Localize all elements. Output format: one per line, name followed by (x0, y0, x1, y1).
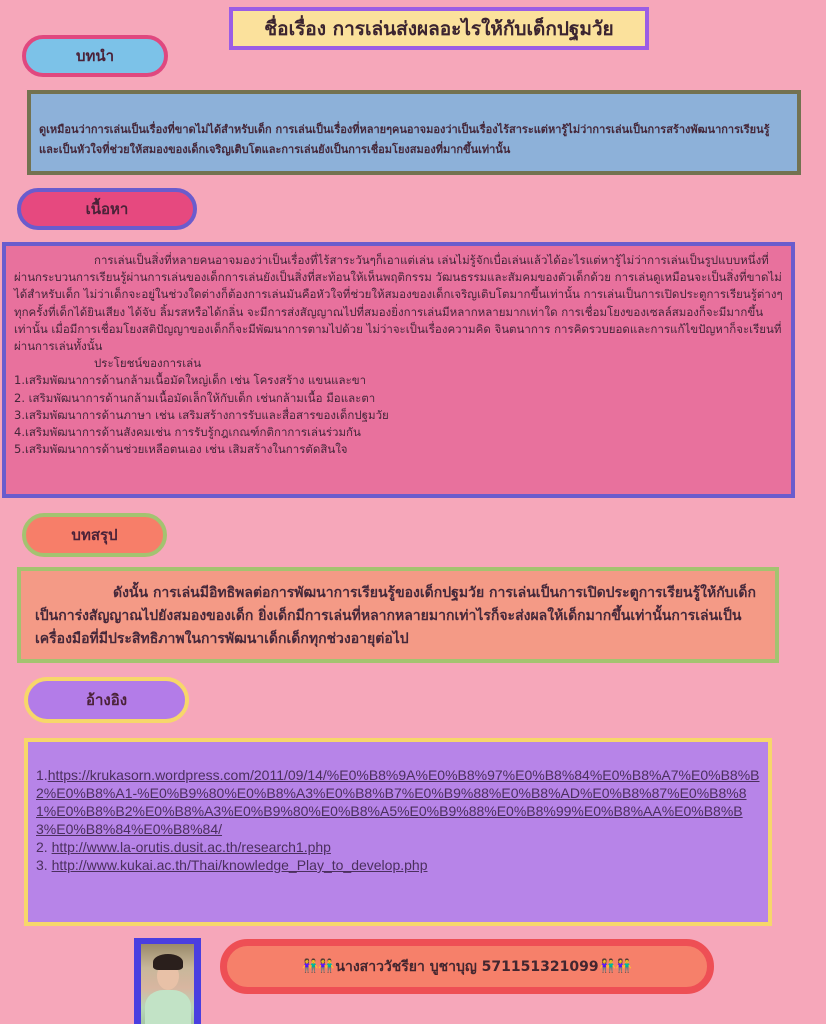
page-title-text: ชื่อเรื่อง การเล่นส่งผลอะไรให้กับเด็กปฐมวัย (264, 17, 614, 40)
benefit-item: 5.เสริมพัฒนาการด้านช่วยเหลือตนเอง เช่น เสิมสร้างในการตัดสินใจ (14, 442, 348, 457)
intro-box (27, 90, 801, 175)
section-label-content-text: เนื้อหา (85, 200, 129, 218)
reference-link[interactable]: http://www.kukai.ac.th/Thai/knowledge_Play_to_develop.php (51, 857, 428, 873)
content-box (2, 242, 795, 498)
reference-item (36, 856, 762, 874)
author-name: นางสาววัชรียา บูชาบุญ 571151321099 (335, 958, 599, 975)
reference-number: 1. (36, 767, 48, 783)
couple-emoji-icon: 👫👫 (599, 959, 632, 974)
intro-text: ดูเหมือนว่าการเล่นเป็นเรื่องที่ขาดไม่ได้สำหรับเด็ก การเล่นเป็นเรื่องที่หลายๆคนอาจมองว่าเป็นเรื่องไร้สาระแต่หารู้ไม่ว่าการเล่นเป็นการสร้างพัฒนาการเรียนรู้และเป็นหัวใจที่ช่วยให้สมองของเด็กเจริญเติบโตและการเล่นยังเป็นการเชื่อมโยงสมองที่มากขึ้นเท่านั้น (39, 123, 770, 156)
content-paragraph: การเล่นเป็นสิ่งที่หลายคนอาจมองว่าเป็นเรื่องที่ไร้สาระวันๆก็เอาแต่เล่น เล่นไม่รู้จักเบื่อเล่นแล้วได้อะไรแต่หารู้ไม่ว่าการเล่นเป็นรูปแบบหนึ่งที่ผ่านกระบวนการเรียนรู้ผ่านการเล่นของเด็กการเล่นยังเป็นสิ่งที่สะท้อนให้เห็นพฤติกรรม วัฒนธรรมและสัมคมของตัวเด็กด้วย การเล่นดูเหมือนจะเป็นสิ่งที่ขาดไม่ได้สำหรับเด็ก ไม่ว่าเด็กจะอยู่ในช่วงใดต่างก็ต้องการเล่นมันคือหัวใจที่ช่วยให้สมองของเด็กเจริญเติบโตมากขึ้นเท่านั้น การเล่นเป็นการเปิดประตูการเรียนรู้ต่างๆ ทุกครั้งที่เด็กได้ยินเสียง ได้จับ ลิ้มรสหรือได้กลิ่น จะมีการส่งสัญญาณไปที่สมองยิ่งการเล่นมีหลากหลายมากเท่าใด การเชื่อมโยงของเซลล์สมองก็จะมีมากขึ้นเท่านั้น เมื่อมีการเชื่อมโยงสติปัญญาของเด็กก็จะมีพัฒนาการตามไปด้วย ไม่ว่าจะเป็นเรื่องความคิด จินตนาการ การคิดรวบยอดและการแก้ไขปัญหาก็จะเรียนที่ผ่านการเล่นทั้งนั้น (14, 253, 783, 354)
benefit-item: 2. เสริมพัฒนาการด้านกล้ามเนื้อมัดเล็กให้กับเด็ก เช่นกล้ามเนื้อ มือและตา (14, 390, 376, 405)
photo-body-shape (145, 990, 191, 1024)
benefit-item: 4.เสริมพัฒนาการด้านสังคมเช่น การรับรู้กฎเกณฑ์กติกาการเล่นร่วมกัน (14, 425, 361, 440)
section-label-summary-text: บทสรุป (71, 526, 118, 544)
reference-number: 3. (36, 857, 52, 873)
section-label-references-text: อ้างอิง (85, 691, 128, 709)
section-label-summary (22, 513, 167, 557)
author-name-banner (220, 939, 714, 994)
page-title (229, 7, 649, 50)
section-label-intro (22, 35, 168, 77)
photo-hair-shape (153, 954, 183, 970)
section-label-references (24, 677, 189, 723)
reference-item (36, 766, 762, 838)
author-photo-image (141, 944, 194, 1024)
summary-text: ดังนั้น การเล่นมีอิทธิพลต่อการพัฒนาการเรียนรู้ของเด็กปฐมวัย การเล่นเป็นการเปิดประตูการเรียนรู้ให้กับเด็กเป็นการ่งสัญญาณไปยังสมองของเด็ก ยิ่งเด็กมีการเล่นที่หลากหลายมากเท่าไรก็จะส่งผลให้เด็กมากขึ้นเท่านั้นการเล่นเป็นเครื่องมือที่มีประสิทธิภาพในการพัฒนาเด็กเด็กทุกช่วงอายุต่อไป (35, 585, 756, 647)
author-photo (134, 938, 201, 1024)
benefits-title: ประโยชน์ของการเล่น (94, 356, 202, 371)
summary-box (17, 567, 779, 663)
reference-link[interactable]: https://krukasorn.wordpress.com/2011/09/14/%E0%B8%9A%E0%B8%97%E0%B8%84%E0%B8%A7%E0%B8%B2%E0%B8%A1-%E0%B9%80%E0%B8%A3%E0%B8%B7%E0%B9%88%E0%B8%AD%E0%B8%87%E0%B8%81%E0%B8%B2%E0%B8%A3%E0%B9%80%E0%B8%A5%E0%B9%88%E0%B8%99%E0%B8%AA%E0%B8%B3%E0%B8%84%E0%B8%84/ (36, 767, 760, 837)
section-label-content (17, 188, 197, 230)
reference-number: 2. (36, 839, 52, 855)
reference-item (36, 838, 762, 856)
couple-emoji-icon: 👫👫 (302, 959, 335, 974)
reference-link[interactable]: http://www.la-orutis.dusit.ac.th/research1.php (51, 839, 331, 855)
section-label-intro-text: บทนำ (75, 47, 115, 65)
benefit-item: 1.เสริมพัฒนาการด้านกล้ามเนื้อมัดใหญ่เด็ก เช่น โครงสร้าง แขนและขา (14, 373, 367, 388)
references-box (24, 738, 772, 926)
benefit-item: 3.เสริมพัฒนาการด้านภาษา เช่น เสริมสร้างการรับและสื่อสารของเด็กปฐมวัย (14, 407, 389, 422)
